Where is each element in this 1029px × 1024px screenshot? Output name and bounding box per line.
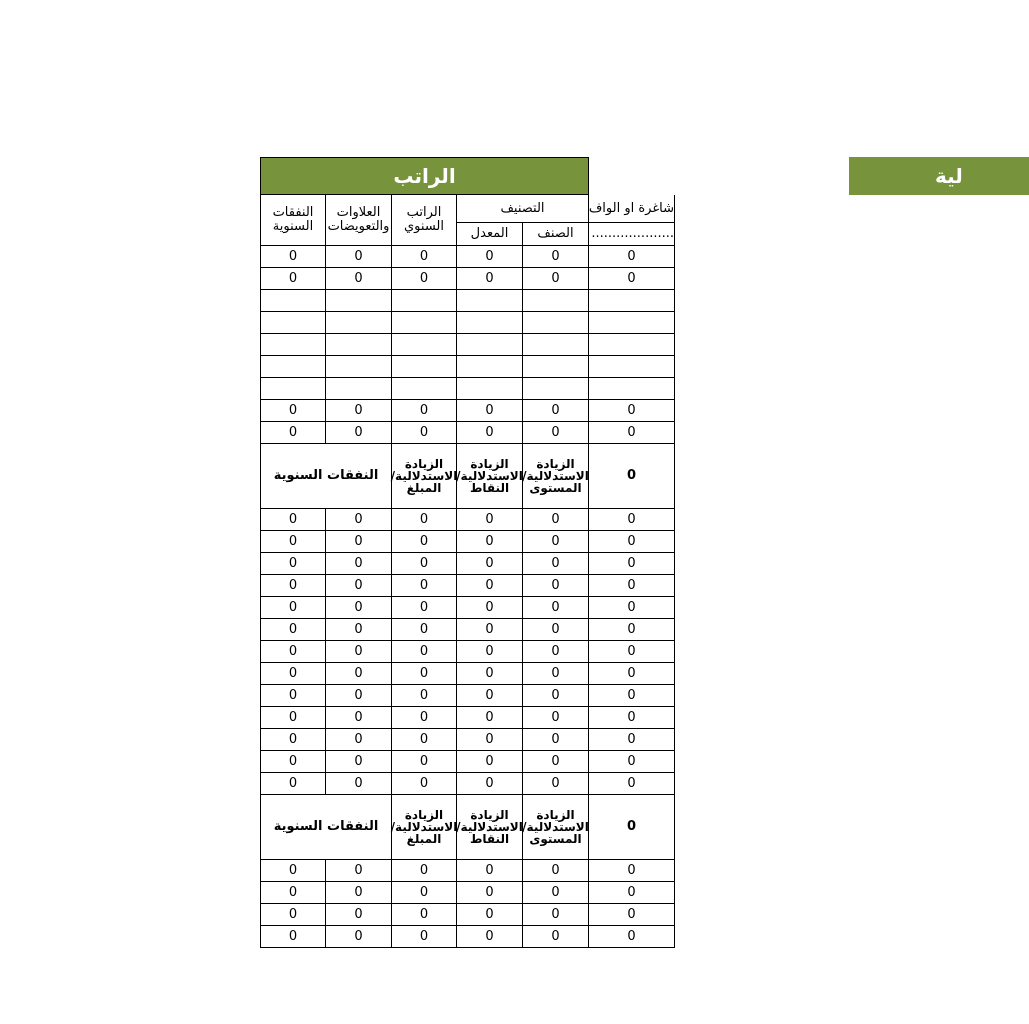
table-cell[interactable]: 0 [457, 685, 523, 707]
table-cell[interactable]: 0 [589, 422, 675, 444]
table-cell[interactable] [457, 378, 523, 400]
table-cell[interactable]: 0 [457, 860, 523, 882]
table-cell[interactable] [457, 290, 523, 312]
table-cell[interactable]: 0 [392, 422, 457, 444]
table-cell[interactable]: 0 [457, 553, 523, 575]
table-cell[interactable]: 0 [589, 729, 675, 751]
table-cell[interactable]: 0 [589, 751, 675, 773]
table-cell[interactable]: 0 [457, 246, 523, 268]
table-cell[interactable]: 0 [326, 531, 392, 553]
table-cell[interactable]: 0 [523, 663, 589, 685]
table-cell[interactable]: 0 [260, 860, 326, 882]
table-cell[interactable]: 0 [457, 575, 523, 597]
col-allowances[interactable]: العلاوات والتعويضات [326, 195, 392, 246]
table-cell[interactable] [392, 356, 457, 378]
table-cell[interactable]: 0 [523, 400, 589, 422]
table-cell[interactable]: 0 [589, 926, 675, 948]
table-cell[interactable] [523, 290, 589, 312]
table-cell[interactable]: 0 [457, 400, 523, 422]
table-cell[interactable]: 0 [326, 751, 392, 773]
col-annual-expenses[interactable]: النفقات السنوية [260, 195, 326, 246]
table-cell[interactable] [457, 312, 523, 334]
table-cell[interactable]: 0 [589, 882, 675, 904]
table-cell[interactable]: 0 [392, 926, 457, 948]
table-cell[interactable]: 0 [589, 904, 675, 926]
table-cell[interactable]: 0 [326, 400, 392, 422]
table-cell[interactable]: 0 [523, 575, 589, 597]
table-cell[interactable]: 0 [392, 509, 457, 531]
table-cell[interactable]: 0 [260, 268, 326, 290]
table-cell[interactable]: 0 [392, 773, 457, 795]
table-cell[interactable] [326, 378, 392, 400]
table-cell[interactable] [589, 290, 675, 312]
table-cell[interactable]: 0 [523, 729, 589, 751]
table-cell[interactable]: 0 [260, 246, 326, 268]
table-cell[interactable] [392, 312, 457, 334]
table-cell[interactable]: 0 [457, 663, 523, 685]
table-cell[interactable]: 0 [326, 509, 392, 531]
table-cell[interactable]: 0 [392, 597, 457, 619]
table-cell[interactable] [326, 356, 392, 378]
table-cell[interactable]: 0 [260, 509, 326, 531]
table-cell[interactable]: 0 [523, 509, 589, 531]
table-cell[interactable]: 0 [523, 926, 589, 948]
table-cell[interactable]: 0 [392, 751, 457, 773]
section-increase-amount[interactable]: الزيادة الاستدلالية/ المبلغ [392, 795, 457, 860]
table-cell[interactable]: 0 [457, 509, 523, 531]
table-cell[interactable] [260, 290, 326, 312]
table-cell[interactable]: 0 [457, 597, 523, 619]
table-cell[interactable]: 0 [457, 729, 523, 751]
col-vacant[interactable]: شاغرة او الواف [589, 195, 675, 223]
table-cell[interactable]: 0 [392, 531, 457, 553]
table-cell[interactable] [326, 334, 392, 356]
table-cell[interactable] [457, 356, 523, 378]
table-cell[interactable]: 0 [326, 553, 392, 575]
table-cell[interactable]: 0 [260, 685, 326, 707]
table-cell[interactable]: 0 [392, 641, 457, 663]
table-cell[interactable]: 0 [392, 619, 457, 641]
table-cell[interactable]: 0 [260, 422, 326, 444]
table-cell[interactable]: 0 [392, 882, 457, 904]
table-cell[interactable]: 0 [589, 707, 675, 729]
table-cell[interactable]: 0 [392, 685, 457, 707]
header-divider [588, 157, 589, 195]
table-cell[interactable]: 0 [589, 641, 675, 663]
table-cell[interactable] [392, 334, 457, 356]
table-cell[interactable]: 0 [326, 641, 392, 663]
table-cell[interactable]: 0 [260, 641, 326, 663]
table-cell[interactable] [523, 356, 589, 378]
table-cell[interactable]: 0 [260, 904, 326, 926]
table-cell[interactable]: 0 [326, 773, 392, 795]
table-cell[interactable]: 0 [523, 860, 589, 882]
section-increase-points[interactable]: الزيادة الاستدلالية/ النقاط [457, 444, 523, 509]
table-cell[interactable]: 0 [589, 619, 675, 641]
table-cell[interactable] [392, 378, 457, 400]
section-increase-amount[interactable]: الزيادة الاستدلالية/ المبلغ [392, 444, 457, 509]
table-cell[interactable]: 0 [523, 707, 589, 729]
table-cell[interactable]: 0 [457, 926, 523, 948]
table-cell[interactable]: 0 [260, 751, 326, 773]
table-cell[interactable] [260, 312, 326, 334]
table-cell[interactable]: 0 [260, 729, 326, 751]
table-cell[interactable] [589, 334, 675, 356]
table-cell[interactable]: 0 [589, 531, 675, 553]
table-cell[interactable]: 0 [523, 751, 589, 773]
section-zero[interactable]: 0 [589, 795, 675, 860]
table-cell[interactable]: 0 [523, 422, 589, 444]
table-cell[interactable]: 0 [589, 685, 675, 707]
table-cell[interactable] [260, 334, 326, 356]
section-increase-level[interactable]: الزيادة الاستدلالية/ المستوى [523, 444, 589, 509]
table-cell[interactable]: 0 [457, 707, 523, 729]
table-cell[interactable]: 0 [260, 619, 326, 641]
col-dots[interactable]: .................... [589, 223, 675, 246]
table-cell[interactable]: 0 [260, 400, 326, 422]
table-cell[interactable]: 0 [589, 509, 675, 531]
table-cell[interactable] [589, 312, 675, 334]
table-cell[interactable]: 0 [523, 246, 589, 268]
table-cell[interactable]: 0 [260, 707, 326, 729]
table-cell[interactable]: 0 [326, 707, 392, 729]
table-cell[interactable] [260, 356, 326, 378]
table-cell[interactable] [523, 378, 589, 400]
table-cell[interactable]: 0 [457, 619, 523, 641]
table-cell[interactable] [457, 334, 523, 356]
table-cell[interactable]: 0 [523, 904, 589, 926]
table-cell[interactable]: 0 [326, 882, 392, 904]
table-cell[interactable]: 0 [457, 531, 523, 553]
table-cell[interactable]: 0 [589, 575, 675, 597]
table-cell[interactable]: 0 [326, 685, 392, 707]
table-cell[interactable]: 0 [392, 860, 457, 882]
col-grade[interactable]: الصنف [523, 223, 589, 246]
table-cell[interactable]: 0 [523, 685, 589, 707]
table-cell[interactable]: 0 [326, 904, 392, 926]
table-cell[interactable] [326, 290, 392, 312]
table-cell[interactable]: 0 [260, 663, 326, 685]
table-cell[interactable]: 0 [326, 575, 392, 597]
table-cell[interactable] [326, 312, 392, 334]
table-cell[interactable] [589, 378, 675, 400]
table-cell[interactable]: 0 [326, 268, 392, 290]
table-cell[interactable]: 0 [457, 268, 523, 290]
table-cell[interactable]: 0 [457, 422, 523, 444]
table-cell[interactable]: 0 [392, 553, 457, 575]
table-cell[interactable] [523, 312, 589, 334]
table-cell[interactable]: 0 [589, 663, 675, 685]
table-cell[interactable]: 0 [260, 882, 326, 904]
table-cell[interactable] [589, 356, 675, 378]
table-cell[interactable] [260, 378, 326, 400]
table-cell[interactable]: 0 [523, 882, 589, 904]
table-cell[interactable]: 0 [589, 597, 675, 619]
table-cell[interactable]: 0 [326, 729, 392, 751]
table-cell[interactable]: 0 [523, 553, 589, 575]
table-cell[interactable]: 0 [523, 531, 589, 553]
table-cell[interactable]: 0 [392, 400, 457, 422]
table-cell[interactable]: 0 [260, 926, 326, 948]
section-expenses-label[interactable]: النفقات السنوية [260, 444, 392, 509]
table-cell[interactable]: 0 [589, 860, 675, 882]
table-cell[interactable]: 0 [457, 904, 523, 926]
col-classification[interactable]: التصنيف [457, 195, 589, 223]
section-increase-level[interactable]: الزيادة الاستدلالية/ المستوى [523, 795, 589, 860]
table-cell[interactable]: 0 [392, 729, 457, 751]
section-increase-points[interactable]: الزيادة الاستدلالية/ النقاط [457, 795, 523, 860]
table-cell[interactable]: 0 [392, 575, 457, 597]
table-cell[interactable]: 0 [326, 422, 392, 444]
table-cell[interactable]: 0 [457, 751, 523, 773]
table-cell[interactable]: 0 [392, 707, 457, 729]
col-annual-salary[interactable]: الراتب السنوي [392, 195, 457, 246]
section-expenses-label[interactable]: النفقات السنوية [260, 795, 392, 860]
table-cell[interactable]: 0 [260, 575, 326, 597]
table-cell[interactable]: 0 [589, 268, 675, 290]
table-cell[interactable]: 0 [392, 663, 457, 685]
col-rate[interactable]: المعدل [457, 223, 523, 246]
salary-header[interactable]: الراتب [260, 157, 589, 195]
section-zero[interactable]: 0 [589, 444, 675, 509]
table-cell[interactable]: 0 [392, 246, 457, 268]
table-cell[interactable] [523, 334, 589, 356]
table-cell[interactable]: 0 [589, 773, 675, 795]
right-header: لية [849, 157, 1029, 195]
table-cell[interactable]: 0 [326, 597, 392, 619]
table-cell[interactable]: 0 [326, 860, 392, 882]
table-cell[interactable]: 0 [589, 553, 675, 575]
table-cell[interactable]: 0 [457, 773, 523, 795]
table-cell[interactable]: 0 [326, 663, 392, 685]
table-cell[interactable]: 0 [523, 641, 589, 663]
table-cell[interactable]: 0 [260, 773, 326, 795]
table-cell[interactable]: 0 [523, 268, 589, 290]
table-cell[interactable]: 0 [457, 641, 523, 663]
table-cell[interactable]: 0 [589, 246, 675, 268]
table-cell[interactable]: 0 [326, 246, 392, 268]
table-cell[interactable]: 0 [260, 531, 326, 553]
table-cell[interactable]: 0 [589, 400, 675, 422]
table-cell[interactable]: 0 [523, 619, 589, 641]
table-cell[interactable] [392, 290, 457, 312]
table-cell[interactable]: 0 [260, 597, 326, 619]
table-cell[interactable]: 0 [392, 904, 457, 926]
table-cell[interactable]: 0 [523, 773, 589, 795]
table-cell[interactable]: 0 [326, 926, 392, 948]
table-cell[interactable]: 0 [260, 553, 326, 575]
table-cell[interactable]: 0 [392, 268, 457, 290]
table-cell[interactable]: 0 [523, 597, 589, 619]
table-cell[interactable]: 0 [326, 619, 392, 641]
table-cell[interactable]: 0 [457, 882, 523, 904]
